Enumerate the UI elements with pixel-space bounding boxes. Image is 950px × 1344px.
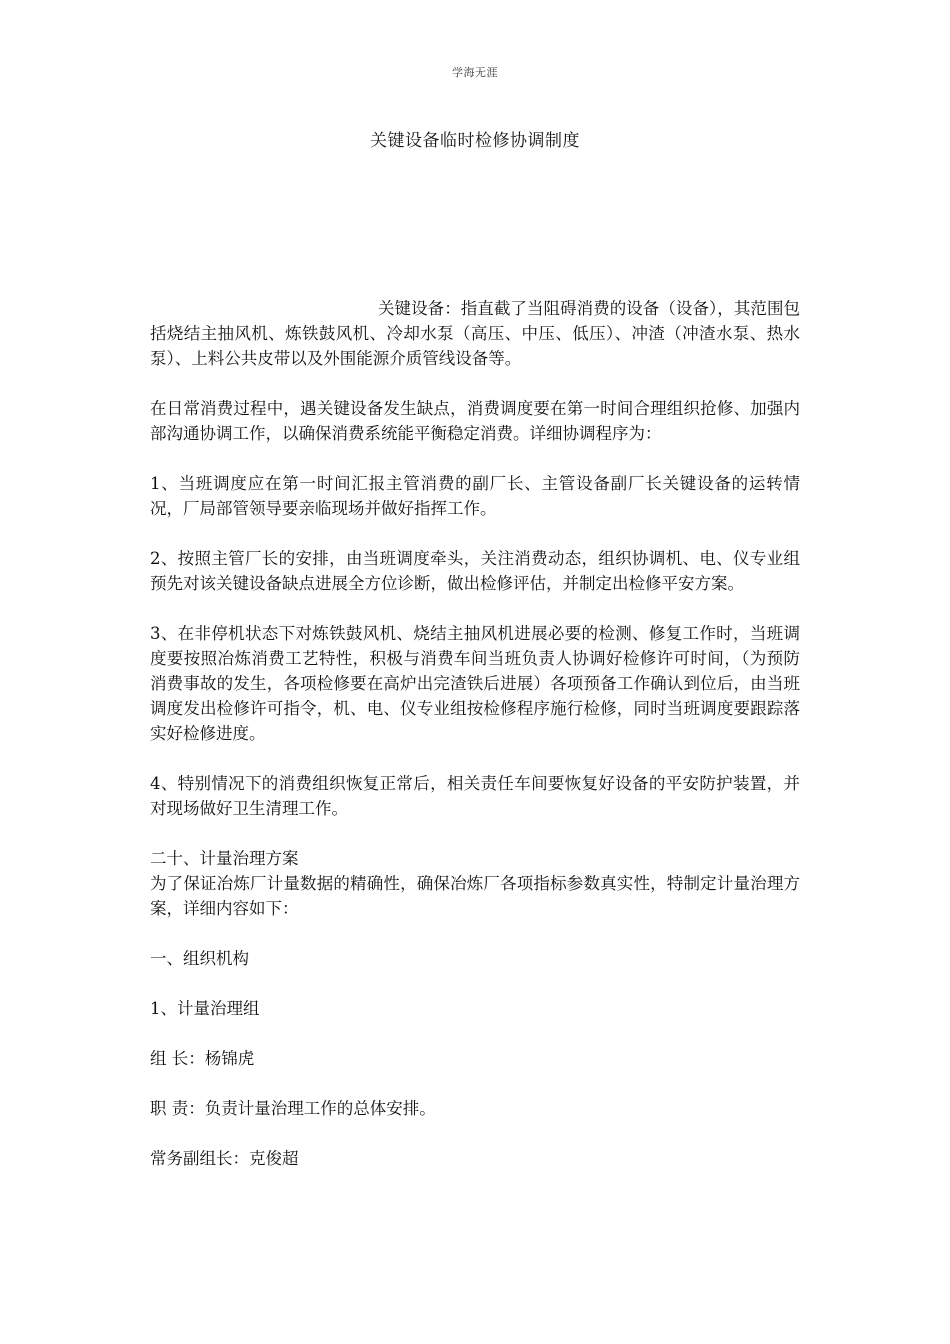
paragraph-gap <box>150 1121 800 1146</box>
paragraph-gap <box>150 446 800 471</box>
document-body <box>150 296 800 1171</box>
paragraph-step-2: 2、按照主管厂长的安排，由当班调度牵头，关注消费动态，组织协调机、电、仪专业组预先对该关键设备缺点进展全方位诊断，做出检修评估，并制定出检修平安方案。 <box>150 549 800 593</box>
paragraph-gap <box>150 521 800 546</box>
subheading-metering-group: 1、计量治理组 <box>150 999 260 1018</box>
section-heading-organization: 一、组织机构 <box>150 949 249 968</box>
responsibility-line: 职 责：负责计量治理工作的总体安排。 <box>150 1099 436 1118</box>
document-title: 关键设备临时检修协调制度 <box>370 131 580 151</box>
section-heading-metering: 二十、计量治理方案 <box>150 849 299 868</box>
paragraph-step-1: 1、当班调度应在第一时间汇报主管消费的副厂长、主管设备副厂长关键设备的运转情况，厂局部管领导要亲临现场并做好指挥工作。 <box>150 474 800 518</box>
paragraph-step-4: 4、特别情况下的消费组织恢复正常后，相关责任车间要恢复好设备的平安防护装置，并对现场做好卫生清理工作。 <box>150 774 800 818</box>
group-leader-line: 组 长：杨锦虎 <box>150 1049 255 1068</box>
paragraph-daily-production: 在日常消费过程中，遇关键设备发生缺点，消费调度要在第一时间合理组织抢修、加强内部沟通协调工作，以确保消费系统能平衡稳定消费。详细协调程序为： <box>150 399 800 443</box>
paragraph-step-3: 3、在非停机状态下对炼铁鼓风机、烧结主抽风机进展必要的检测、修复工作时，当班调度要按照冶炼消费工艺特性，积极与消费车间当班负责人协调好检修许可时间，（为预防消费事故的发生，各项检修要在高炉出完渣铁后进展）各项预备工作确认到位后，由当班调度发出检修许可指令，机、电、仪专业组按检修程序施行检修，同时当班调度要跟踪落实好检修进度。 <box>150 624 800 743</box>
paragraph-gap <box>150 971 800 996</box>
paragraph-gap <box>150 921 800 946</box>
paragraph-gap <box>150 821 800 846</box>
paragraph-gap <box>150 746 800 771</box>
paragraph-gap <box>150 596 800 621</box>
paragraph-gap <box>150 1021 800 1046</box>
paragraph-metering-purpose: 为了保证冶炼厂计量数据的精确性，确保冶炼厂各项指标参数真实性，特制定计量治理方案，详细内容如下： <box>150 874 800 918</box>
paragraph-gap <box>150 371 800 396</box>
deputy-leader-line: 常务副组长：克俊超 <box>150 1149 299 1168</box>
paragraph-gap <box>150 1071 800 1096</box>
paragraph-key-equipment-definition: 关键设备：指直截了当阻碍消费的设备（设备），其范围包括烧结主抽风机、炼铁鼓风机、冷却水泵（高压、中压、低压）、冲渣（冲渣水泵、热水泵）、上料公共皮带以及外围能源介质管线设备等。 <box>150 299 800 368</box>
header-note: 学海无涯 <box>452 66 498 79</box>
